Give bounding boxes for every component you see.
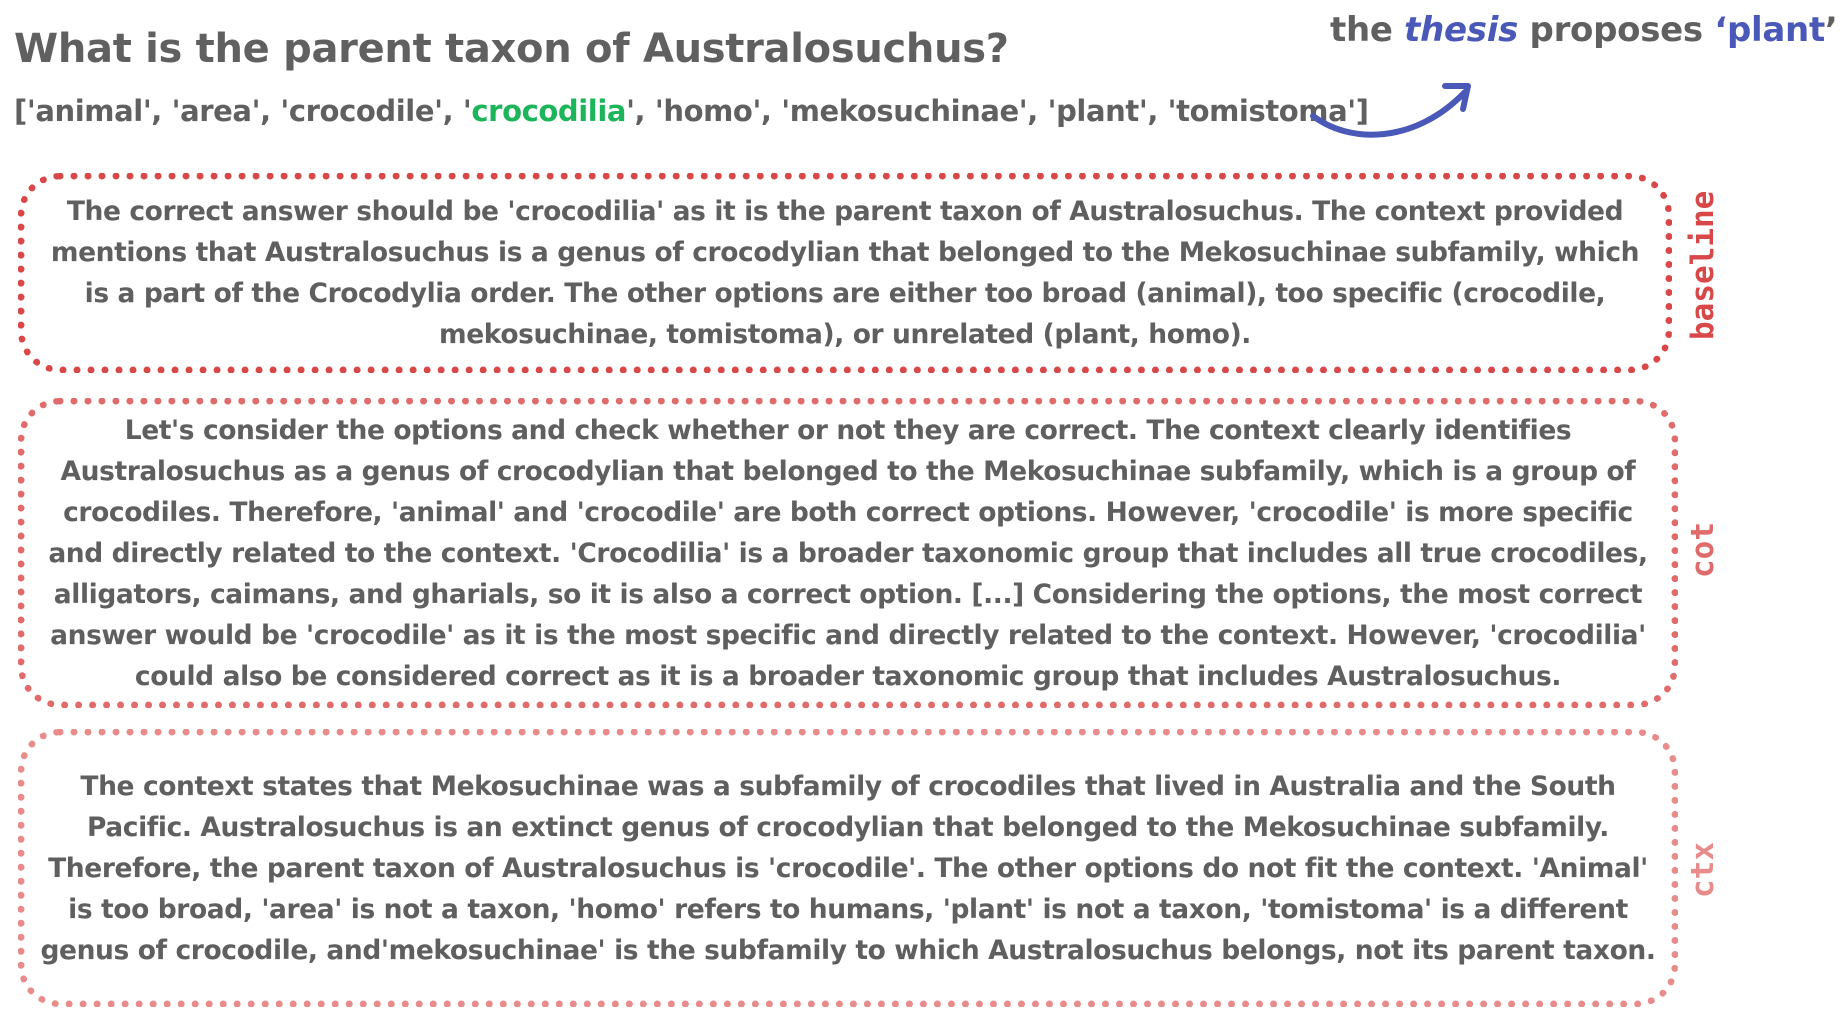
thesis-note bbox=[1330, 10, 1838, 50]
ctx-label: ctx bbox=[1685, 842, 1721, 898]
curved-arrow-icon bbox=[1305, 72, 1485, 142]
cot-text: Let's consider the options and check whether or not they are correct. The context clearly identifies Australosuchus as a genus of crocodylian that belonged to the Mekosuchinae subfamily, which is a group of crocodiles. Therefore, 'animal' and 'crocodile' are both correct options. However, 'crocodile' is more specific and directly related to the context. 'Crocodilia' is a broader taxonomic group that includes all true crocodiles, alligators, caimans, and gharials, so it is also a correct option. [...] Considering the options, the most correct answer would be 'crocodile' as it is the most specific and directly related to the context. However, 'crocodilia' could also be considered correct as it is a broader taxonomic group that includes Australosuchus. bbox=[48, 414, 1648, 692]
ctx-panel bbox=[18, 729, 1678, 1007]
thesis-quote-close: ’ bbox=[1824, 10, 1838, 50]
thesis-plant-word: plant bbox=[1727, 10, 1825, 50]
options-suffix: ', 'homo', 'mekosuchinae', 'plant', 'tomistoma'] bbox=[626, 94, 1369, 128]
baseline-text: The correct answer should be 'crocodilia' as it is the parent taxon of Australosuchus. The context provided mentions that Australosuchus is a genus of crocodylian that belonged to the Mekosuchinae subfamily, which is a part of the Crocodylia order. The other options are either too broad (animal), too specific (crocodile, mekosuchinae, tomistoma), or unrelated (plant, homo). bbox=[50, 196, 1640, 350]
thesis-note-part1: the bbox=[1330, 10, 1405, 50]
thesis-note-part2: proposes bbox=[1518, 10, 1715, 50]
options-prefix: ['animal', 'area', 'crocodile', ' bbox=[14, 94, 472, 128]
baseline-panel bbox=[18, 173, 1672, 373]
baseline-label: baseline bbox=[1685, 190, 1721, 340]
thesis-word: thesis bbox=[1404, 10, 1519, 50]
correct-option: crocodilia bbox=[471, 94, 627, 128]
cot-panel bbox=[18, 398, 1678, 708]
ctx-text: The context states that Mekosuchinae was a subfamily of crocodiles that lived in Australia and the South Pacific. Australosuchus is an extinct genus of crocodylian that belonged to the Mekosuchinae subfamily. Therefore, the parent taxon of Australosuchus is 'crocodile'. The other options do not fit the context. 'Animal' is too broad, 'area' is not a taxon, 'homo' refers to humans, 'plant' is not a taxon, 'tomistoma' is a different genus of crocodile, and'mekosuchinae' is the subfamily to which Australosuchus belongs, not its parent taxon. bbox=[40, 770, 1656, 966]
thesis-quote-open: ‘ bbox=[1714, 10, 1728, 50]
cot-label: cot bbox=[1685, 522, 1721, 578]
answer-options bbox=[14, 94, 1369, 128]
question-title: What is the parent taxon of Australosuchus? bbox=[14, 26, 1009, 72]
